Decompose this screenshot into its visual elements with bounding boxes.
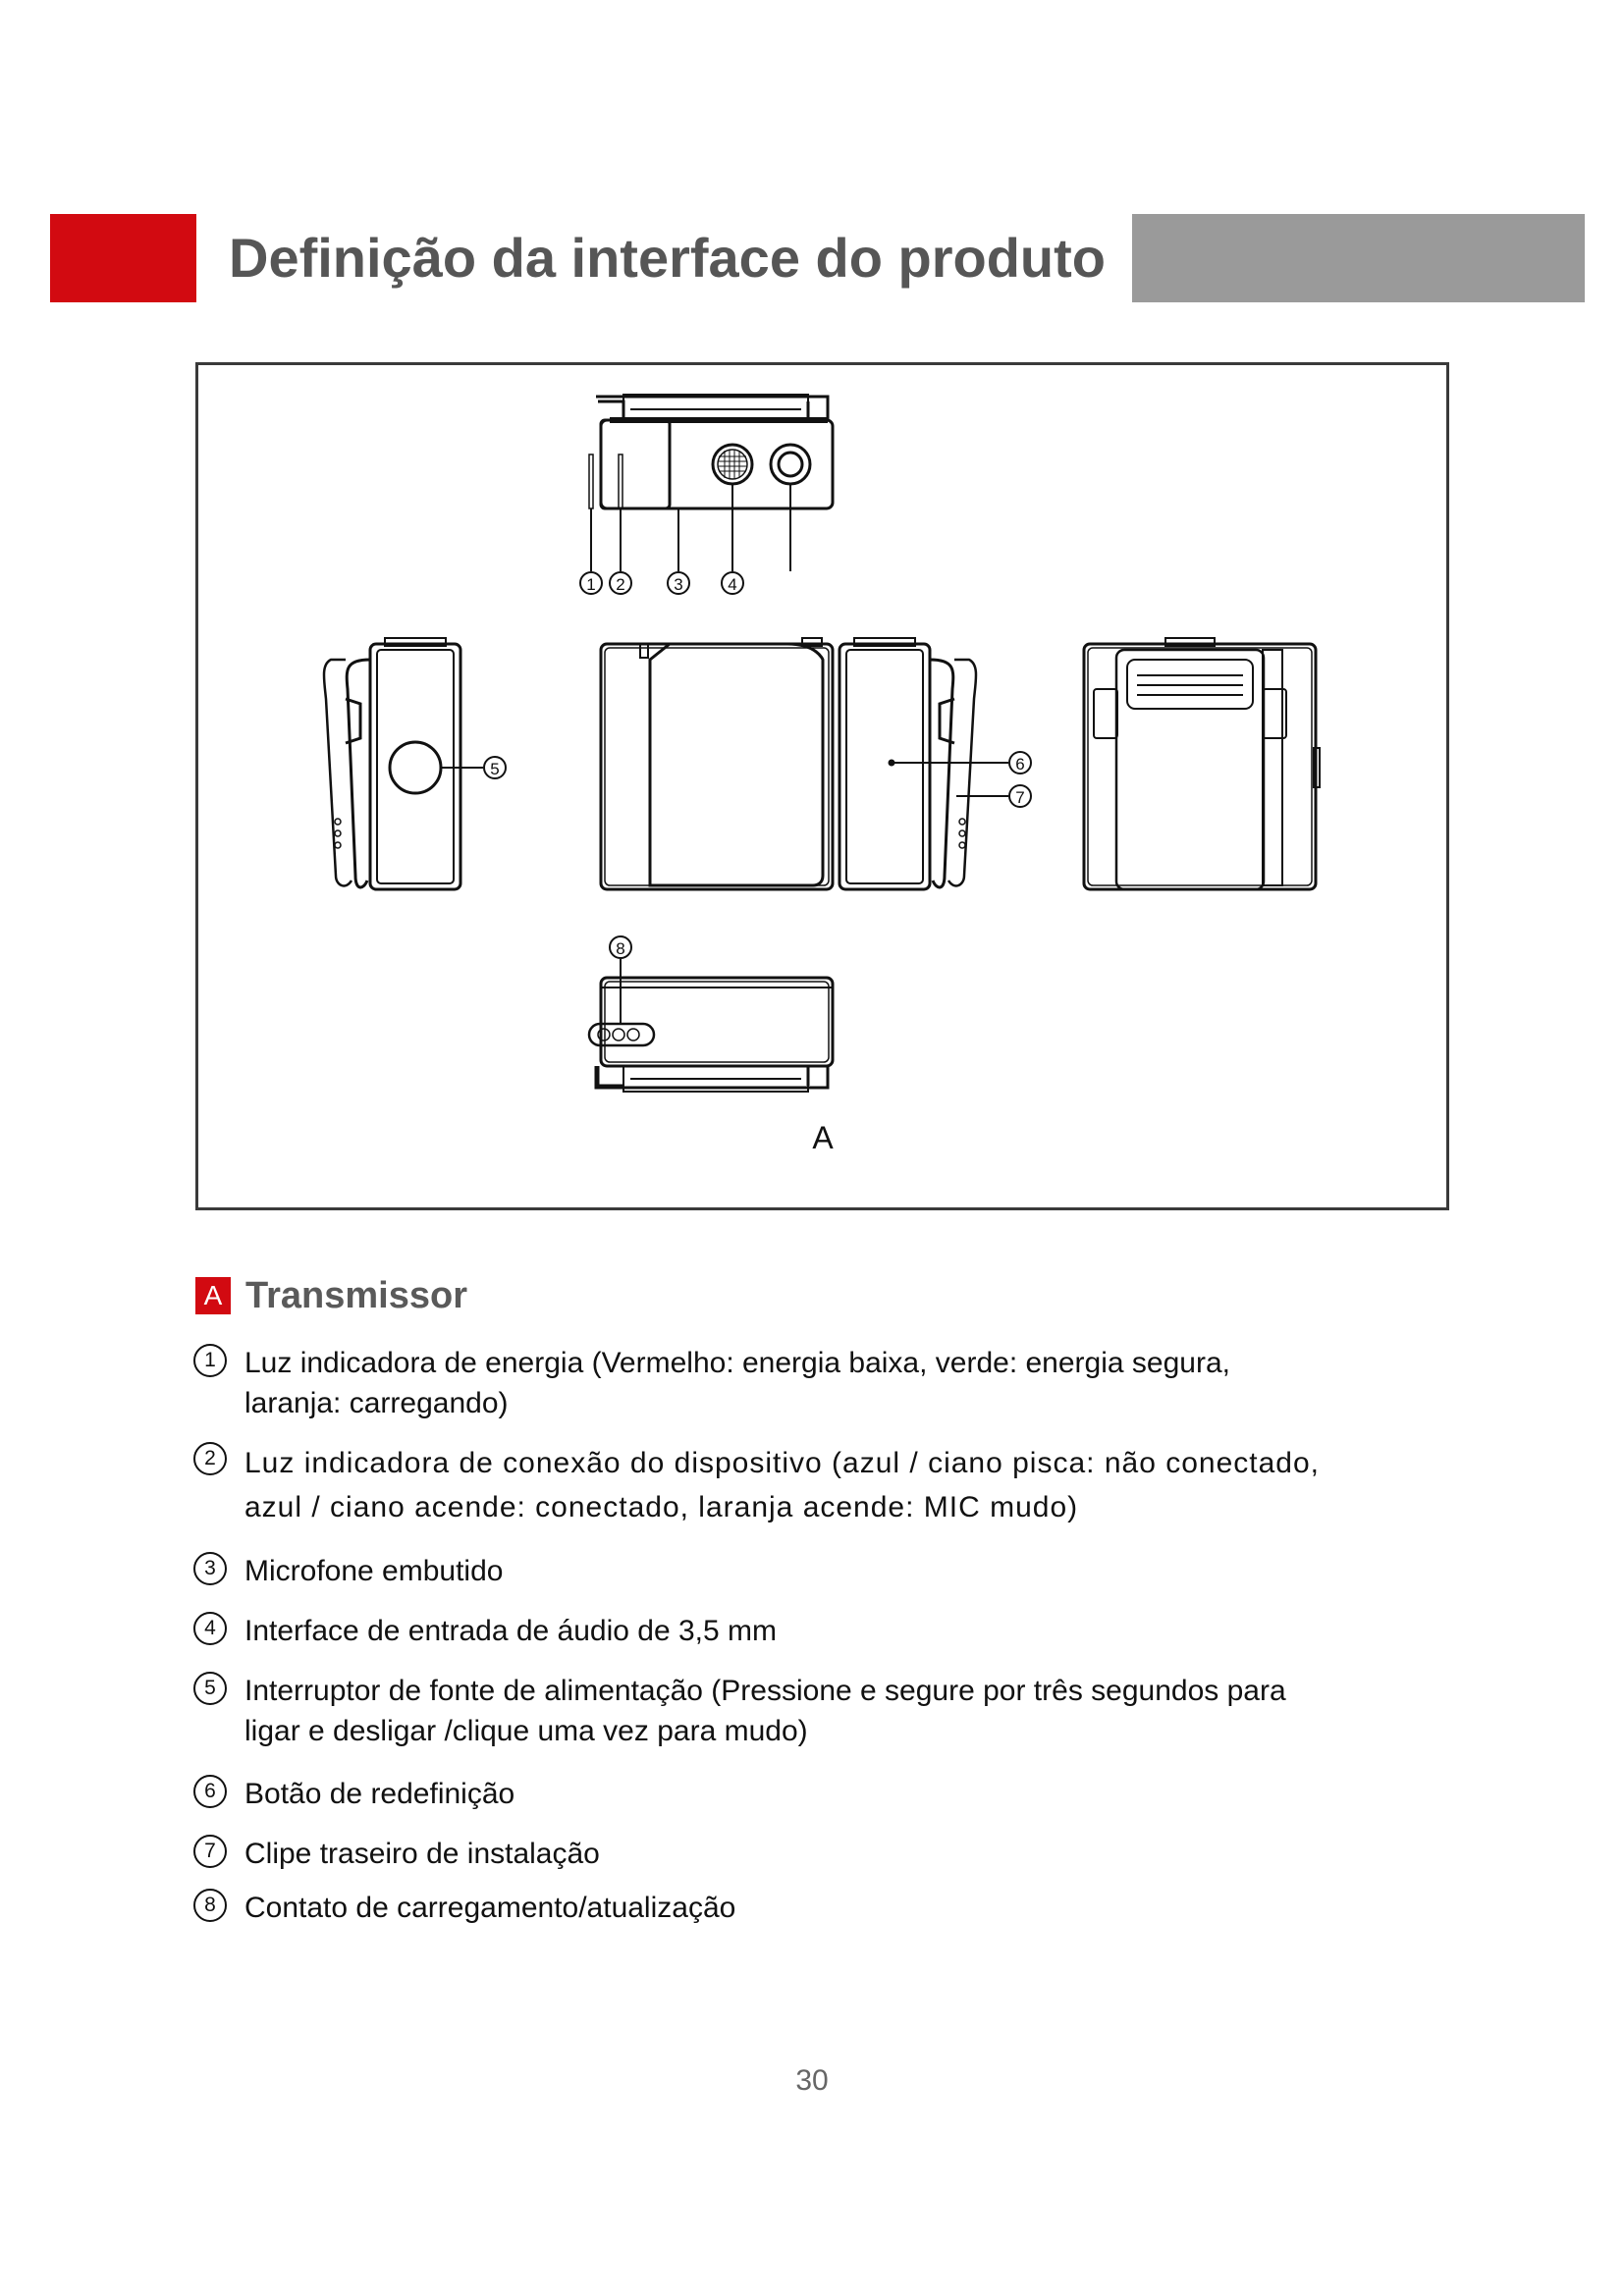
page-number: 30 xyxy=(795,2064,829,2097)
list-item xyxy=(193,1611,1470,1651)
device-right-side-view xyxy=(839,638,1008,889)
item-text: Microfone embutido xyxy=(244,1555,504,1587)
item-text: Luz indicadora de energia (Vermelho: energia baixa, verde: energia segura, laranja: carregando) xyxy=(244,1347,1230,1419)
item-number: 2 xyxy=(193,1442,227,1475)
svg-text:2: 2 xyxy=(616,575,625,594)
page-title: Definição da interface do produto xyxy=(229,227,1106,289)
item-number: 7 xyxy=(193,1835,227,1868)
list-item xyxy=(193,1834,1470,1874)
list-item xyxy=(193,1551,1470,1591)
callout-4 xyxy=(722,572,743,594)
section-title: Transmissor xyxy=(245,1274,467,1316)
device-top-view xyxy=(589,395,833,571)
callout-3 xyxy=(668,572,689,594)
header-gray-block xyxy=(1132,214,1585,302)
item-number: 5 xyxy=(193,1672,227,1705)
section-heading xyxy=(195,1272,467,1319)
svg-text:8: 8 xyxy=(616,939,625,958)
svg-text:4: 4 xyxy=(728,575,737,594)
figure-label: A xyxy=(812,1120,834,1155)
callout-2 xyxy=(610,572,631,594)
item-number: 4 xyxy=(193,1612,227,1645)
section-badge: A xyxy=(195,1277,231,1314)
item-text: Interruptor de fonte de alimentação (Pressione e segure por três segundos para ligar e desligar /clique uma vez para mudo) xyxy=(244,1675,1286,1747)
list-item xyxy=(193,1671,1470,1751)
list-item xyxy=(193,1343,1470,1423)
item-text: Clipe traseiro de instalação xyxy=(244,1838,600,1870)
list-item xyxy=(193,1441,1470,1529)
header-red-block xyxy=(50,214,196,302)
list-item xyxy=(193,1774,1470,1814)
svg-text:7: 7 xyxy=(1015,788,1025,807)
list-item xyxy=(193,1888,1470,1928)
callout-1 xyxy=(580,572,602,594)
product-diagram xyxy=(195,362,1449,1210)
item-text: Botão de redefinição xyxy=(244,1778,515,1810)
svg-text:3: 3 xyxy=(674,575,683,594)
device-back-view xyxy=(1084,638,1320,889)
item-number: 1 xyxy=(193,1344,227,1377)
item-text: Luz indicadora de conexão do dispositivo (azul / ciano pisca: não conectado, azul / ciano acende: conectado, laranja acende: MIC mudo) xyxy=(244,1447,1320,1523)
device-front-view xyxy=(601,638,833,889)
item-text: Contato de carregamento/atualização xyxy=(244,1892,736,1924)
svg-text:6: 6 xyxy=(1015,755,1025,774)
item-number: 8 xyxy=(193,1889,227,1922)
device-left-side-view xyxy=(324,638,483,889)
item-number: 3 xyxy=(193,1552,227,1585)
item-number: 6 xyxy=(193,1775,227,1808)
svg-text:5: 5 xyxy=(490,760,500,778)
svg-text:1: 1 xyxy=(586,575,596,594)
callout-5 xyxy=(484,757,506,778)
device-bottom-view xyxy=(589,959,833,1092)
callout-7 xyxy=(1009,785,1031,807)
callout-6 xyxy=(1009,752,1031,774)
item-text: Interface de entrada de áudio de 3,5 mm xyxy=(244,1615,778,1647)
callout-8 xyxy=(610,936,631,958)
